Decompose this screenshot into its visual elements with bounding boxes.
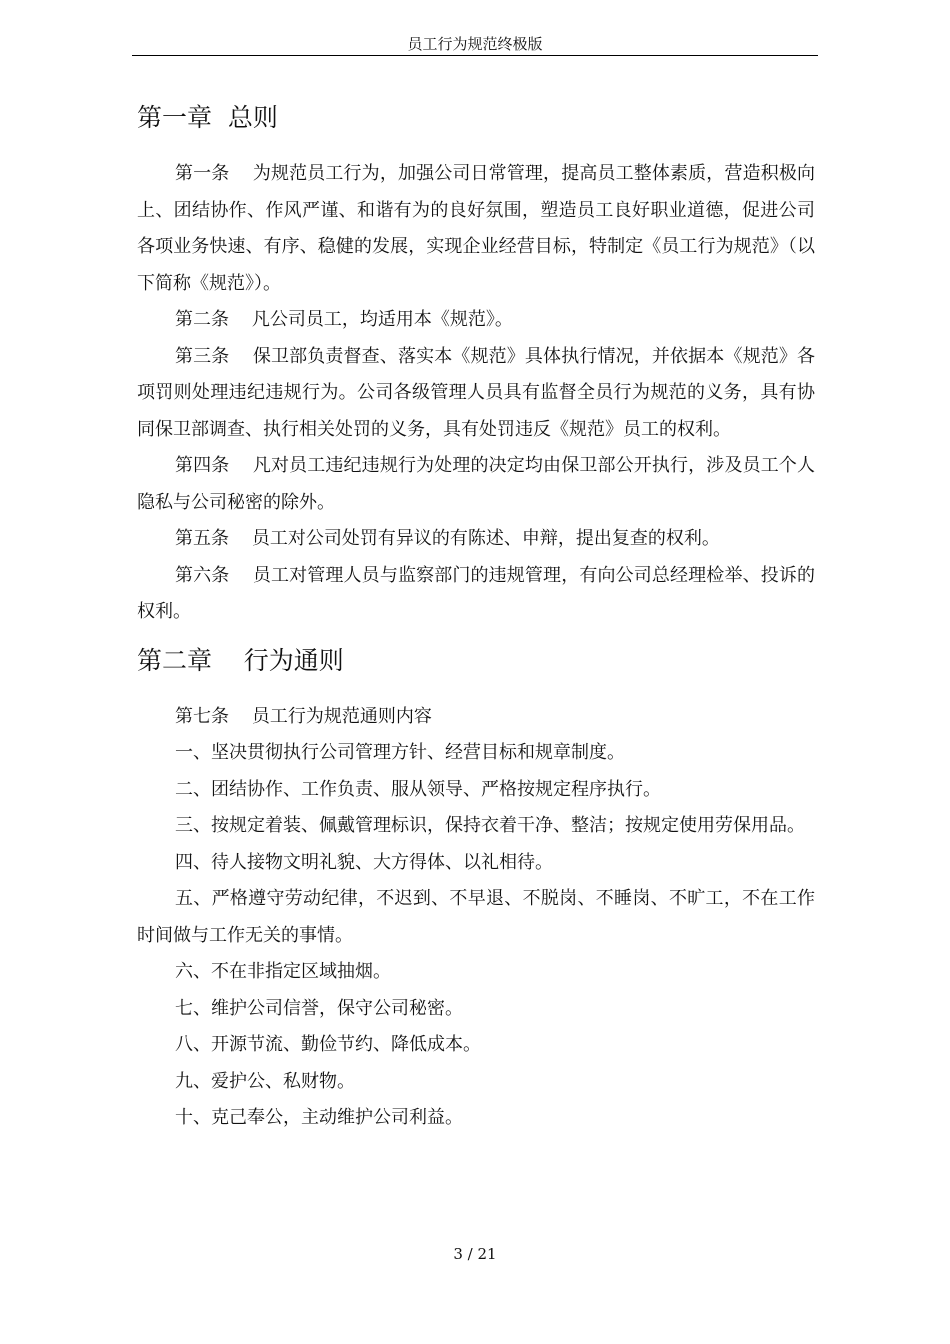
chapter-1-section	[137, 156, 815, 631]
rule-item: 五、严格遵守劳动纪律，不迟到、不早退、不脱岗、不睡岗、不旷工，不在工作时间做与工作无关的事情。	[137, 888, 815, 946]
article-2: 第二条 凡公司员工，均适用本《规范》。	[175, 309, 513, 330]
article-6: 第六条 员工对管理人员与监察部门的违规管理，有向公司总经理检举、投诉的权利。	[137, 564, 815, 622]
article-5: 第五条 员工对公司处罚有异议的有陈述、申辩，提出复查的权利。	[175, 528, 720, 549]
rule-item: 八、开源节流、勤俭节约、降低成本。	[175, 1034, 481, 1055]
rule-item: 三、按规定着装、佩戴管理标识，保持衣着干净、整洁；按规定使用劳保用品。	[175, 815, 805, 836]
page-header: 员工行为规范终极版	[132, 34, 818, 56]
rule-item: 十、克己奉公，主动维护公司利益。	[175, 1107, 463, 1128]
article-7: 第七条 员工行为规范通则内容	[175, 705, 432, 727]
chapter-2-section	[137, 699, 815, 1137]
article-1: 第一条 为规范员工行为，加强公司日常管理，提高员工整体素质，营造积极向上、团结协作、作风严谨、和谐有为的良好氛围，塑造员工良好职业道德，促进公司各项业务快速、有序、稳健的发展，实现企业经营目标，特制定《员工行为规范》（以下简称《规范》）。	[137, 163, 815, 294]
rule-item: 七、维护公司信誉，保守公司秘密。	[175, 997, 463, 1019]
chapter-2-title: 第二章 行为通则	[137, 645, 344, 675]
article-4: 第四条 凡对员工违纪违规行为处理的决定均由保卫部公开执行，涉及员工个人隐私与公司秘密的除外。	[137, 455, 815, 513]
rule-item: 四、待人接物文明礼貌、大方得体、以礼相待。	[175, 851, 553, 873]
chapter-1-title: 第一章 总则	[137, 103, 278, 132]
rule-item: 六、不在非指定区域抽烟。	[175, 961, 391, 982]
rule-item: 九、爱护公、私财物。	[175, 1070, 355, 1092]
rule-item: 一、坚决贯彻执行公司管理方针、经营目标和规章制度。	[175, 742, 625, 763]
document-body	[137, 100, 815, 1137]
article-3: 第三条 保卫部负责督查、落实本《规范》具体执行情况，并依据本《规范》各项罚则处理违纪违规行为。公司各级管理人员具有监督全员行为规范的义务，具有协同保卫部调查、执行相关处罚的义务，具有处罚违反《规范》员工的权利。	[137, 345, 815, 440]
page-number: 3 / 21	[453, 1245, 497, 1263]
rule-item: 二、团结协作、工作负责、服从领导、严格按规定程序执行。	[175, 778, 661, 800]
